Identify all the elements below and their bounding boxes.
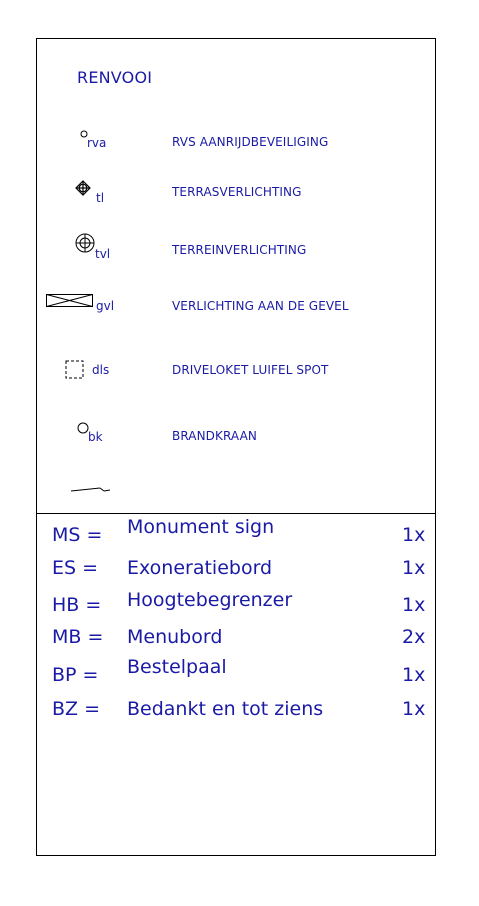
symbol-code: bk [88, 430, 103, 444]
dashed-square-icon [65, 360, 85, 380]
sign-qty: 1x [402, 698, 426, 720]
sign-description: Hoogtebegrenzer [127, 589, 293, 611]
crosshair-circle-icon [75, 233, 97, 255]
symbol-code: gvl [96, 299, 115, 313]
legend-label: DRIVELOKET LUIFEL SPOT [172, 363, 329, 377]
symbol-code: dls [92, 363, 110, 377]
sign-abbr: HB = [52, 594, 102, 616]
sign-abbr: ES = [52, 557, 99, 579]
legend-symbol-bk [77, 422, 137, 444]
legend-symbol-tvl [75, 233, 135, 261]
legend-symbol-switch [70, 484, 115, 496]
crossed-rectangle-icon [46, 294, 94, 310]
legend-label: TERRASVERLICHTING [172, 185, 302, 199]
sign-qty: 1x [402, 664, 426, 686]
legend-symbol-rva [78, 130, 138, 150]
legend-symbol-dls [65, 360, 135, 382]
crosshair-diamond-icon [75, 180, 91, 196]
sign-description: Monument sign [127, 516, 275, 538]
legend-title: RENVOOI [77, 68, 153, 87]
sign-qty: 2x [402, 626, 426, 648]
symbol-code: tvl [95, 247, 111, 261]
symbol-code: tl [96, 191, 105, 205]
sign-description: Exoneratiebord [127, 557, 273, 579]
sign-qty: 1x [402, 557, 426, 579]
sign-abbr: BP = [52, 664, 99, 686]
legend-label: VERLICHTING AAN DE GEVEL [172, 299, 349, 313]
legend-frame [36, 38, 436, 856]
sign-qty: 1x [402, 524, 426, 546]
sign-abbr: MS = [52, 524, 103, 546]
legend-symbol-gvl [46, 292, 136, 314]
legend-label: TERREINVERLICHTING [172, 243, 307, 257]
section-divider [36, 513, 436, 514]
legend-label: BRANDKRAAN [172, 429, 257, 443]
legend-symbol-tl [75, 180, 135, 205]
sign-description: Bestelpaal [127, 656, 227, 678]
switch-line-icon [70, 484, 112, 494]
sign-abbr: BZ = [52, 698, 101, 720]
sign-abbr: MB = [52, 626, 104, 648]
symbol-code: rva [87, 136, 107, 150]
sign-qty: 1x [402, 594, 426, 616]
sign-description: Bedankt en tot ziens [127, 698, 324, 720]
sign-description: Menubord [127, 626, 223, 648]
legend-label: RVS AANRIJDBEVEILIGING [172, 135, 329, 149]
